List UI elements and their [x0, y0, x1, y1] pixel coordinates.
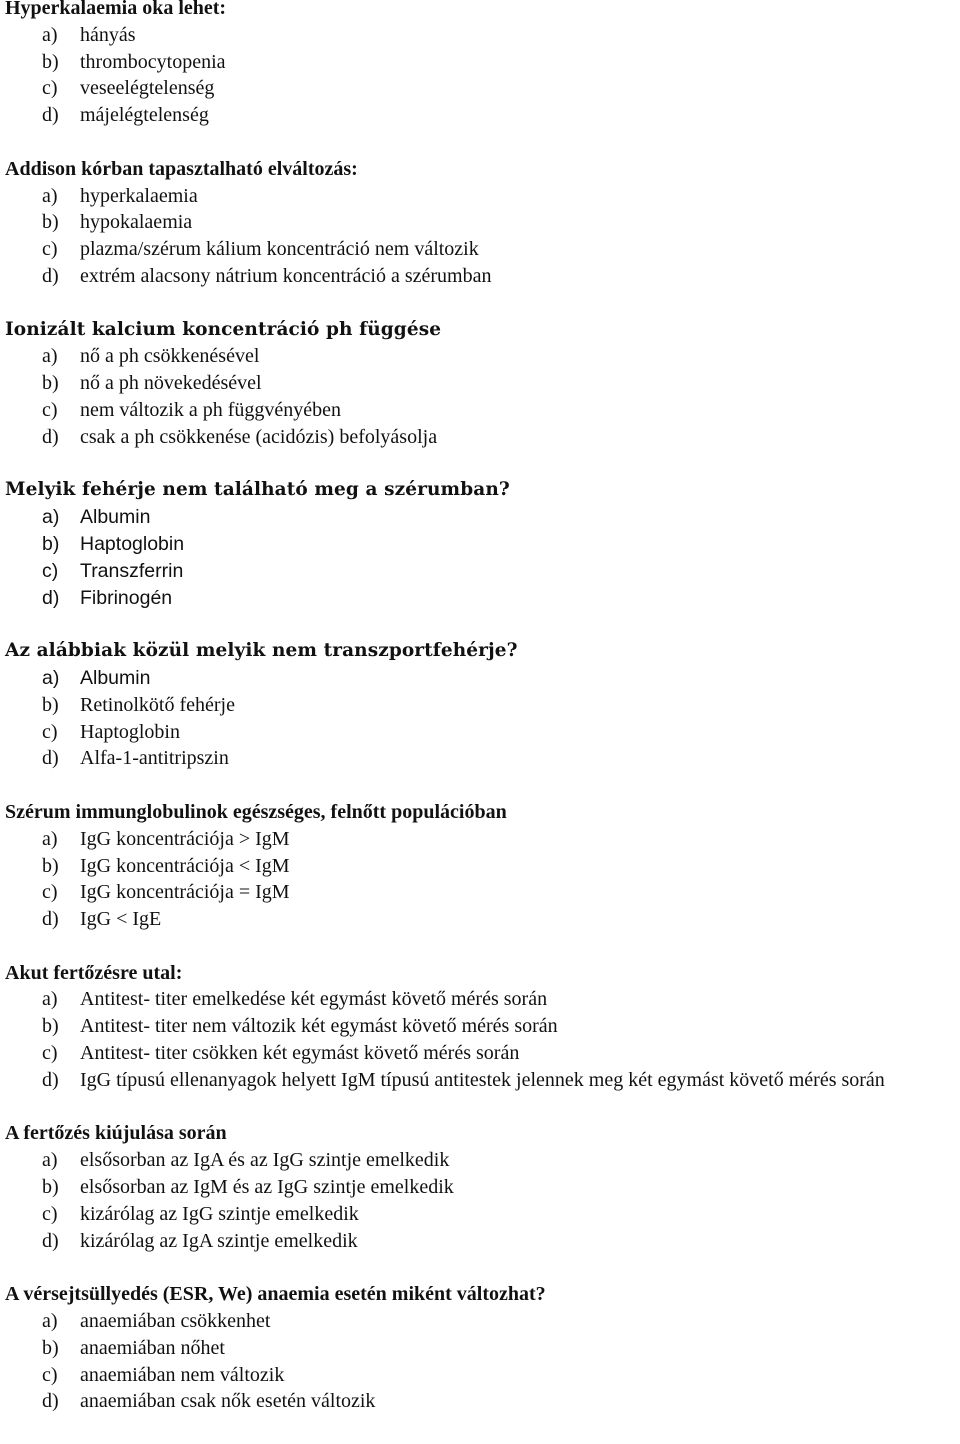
option-letter: c) — [42, 398, 58, 421]
option-a — [0, 22, 960, 49]
option-c — [0, 236, 960, 263]
option-letter: b) — [42, 1015, 59, 1038]
option-text: Albumin — [80, 666, 151, 689]
option-text: veseelégtelenség — [80, 77, 215, 100]
option-letter: d) — [42, 908, 59, 931]
option-list — [0, 343, 960, 450]
option-d — [0, 906, 960, 933]
option-letter: a) — [42, 827, 58, 850]
option-text: kizárólag az IgA szintje emelkedik — [80, 1229, 358, 1252]
option-a — [0, 826, 960, 853]
option-text: Transzferrin — [80, 559, 184, 582]
question-8 — [0, 1120, 960, 1254]
option-b — [0, 370, 960, 397]
option-text: IgG koncentrációja > IgM — [80, 827, 290, 850]
option-b — [0, 692, 960, 719]
option-text: plazma/szérum kálium koncentráció nem változik — [80, 238, 479, 261]
option-list — [0, 1308, 960, 1415]
option-text: Fibrinogén — [80, 586, 173, 609]
option-letter: a) — [42, 184, 58, 207]
option-letter: d) — [42, 747, 59, 770]
option-letter: b) — [42, 854, 59, 877]
option-list — [0, 826, 960, 933]
question-3 — [0, 317, 960, 451]
option-text: Retinolkötő fehérje — [80, 693, 235, 716]
option-b — [0, 1335, 960, 1362]
option-letter: b) — [42, 372, 59, 395]
option-list — [0, 22, 960, 129]
option-a — [0, 343, 960, 370]
option-letter: d) — [42, 586, 60, 609]
question-2 — [0, 156, 960, 290]
option-c — [0, 558, 960, 585]
option-text: IgG koncentrációja < IgM — [80, 854, 290, 877]
question-title: Addison kórban tapasztalható elváltozás: — [5, 157, 358, 180]
option-letter: a) — [42, 988, 58, 1011]
option-letter: c) — [42, 720, 58, 743]
option-d — [0, 424, 960, 451]
option-letter: d) — [42, 264, 59, 287]
question-5 — [0, 638, 960, 772]
option-b — [0, 531, 960, 558]
option-c — [0, 719, 960, 746]
option-text: Antitest- titer csökken két egymást követő mérés során — [80, 1042, 520, 1065]
question-4 — [0, 477, 960, 611]
option-text: májelégtelenség — [80, 104, 209, 127]
option-list — [0, 504, 960, 611]
option-text: IgG < IgE — [80, 908, 162, 931]
option-c — [0, 879, 960, 906]
option-text: elsősorban az IgA és az IgG szintje emelkedik — [80, 1149, 450, 1172]
option-a — [0, 183, 960, 210]
option-a — [0, 504, 960, 531]
option-list — [0, 665, 960, 772]
question-title: Ionizált kalcium koncentráció ph függése — [5, 318, 442, 340]
question-title: Az alábbiak közül melyik nem transzportfehérje? — [5, 640, 518, 662]
option-list — [0, 986, 960, 1093]
option-text: Haptoglobin — [80, 532, 185, 555]
option-letter: d) — [42, 1068, 59, 1091]
option-c — [0, 397, 960, 424]
option-b — [0, 1013, 960, 1040]
option-letter: d) — [42, 1390, 59, 1413]
option-text: hyperkalaemia — [80, 184, 198, 207]
option-letter: b) — [42, 693, 59, 716]
option-c — [0, 1362, 960, 1389]
option-text: Alfa-1-antitripszin — [80, 747, 229, 770]
option-list — [0, 183, 960, 290]
option-letter: d) — [42, 104, 59, 127]
option-letter: b) — [42, 1336, 59, 1359]
option-text: Antitest- titer emelkedése két egymást követő mérés során — [80, 988, 548, 1011]
option-b — [0, 853, 960, 880]
option-text: kizárólag az IgG szintje emelkedik — [80, 1202, 359, 1225]
question-6 — [0, 799, 960, 933]
option-text: IgG koncentrációja = IgM — [80, 881, 290, 904]
option-list — [0, 1147, 960, 1254]
option-b — [0, 209, 960, 236]
option-text: Albumin — [80, 506, 151, 529]
option-letter: c) — [42, 238, 58, 261]
option-letter: b) — [42, 211, 59, 234]
option-d — [0, 745, 960, 772]
option-text: nem változik a ph függvényében — [80, 398, 342, 421]
option-b — [0, 1174, 960, 1201]
option-d — [0, 585, 960, 612]
question-title: Hyperkalaemia oka lehet: — [5, 0, 227, 19]
option-letter: a) — [42, 666, 60, 689]
question-title: Szérum immunglobulinok egészséges, felnőtt populációban — [5, 800, 507, 823]
option-text: thrombocytopenia — [80, 50, 226, 73]
option-letter: b) — [42, 1176, 59, 1199]
option-letter: c) — [42, 77, 58, 100]
question-title: A vérsejtsüllyedés (ESR, We) anaemia esetén miként változhat? — [5, 1283, 546, 1306]
option-letter: a) — [42, 23, 58, 46]
option-letter: d) — [42, 1229, 59, 1252]
option-text: IgG típusú ellenanyagok helyett IgM típusú antitestek jelennek meg két egymást követő mérés során — [80, 1068, 885, 1091]
option-letter: a) — [42, 345, 58, 368]
question-title: Akut fertőzésre utal: — [5, 961, 183, 984]
option-c — [0, 1201, 960, 1228]
option-text: Antitest- titer nem változik két egymást követő mérés során — [80, 1015, 558, 1038]
option-c — [0, 75, 960, 102]
option-b — [0, 49, 960, 76]
option-a — [0, 1147, 960, 1174]
option-text: anaemiában csökkenhet — [80, 1310, 271, 1333]
option-text: nő a ph csökkenésével — [80, 345, 260, 368]
option-text: hypokalaemia — [80, 211, 193, 234]
option-text: extrém alacsony nátrium koncentráció a szérumban — [80, 264, 492, 287]
option-a — [0, 986, 960, 1013]
option-a — [0, 665, 960, 692]
option-text: anaemiában nőhet — [80, 1336, 225, 1359]
option-d — [0, 263, 960, 290]
question-title: Melyik fehérje nem található meg a szérumban? — [5, 479, 510, 501]
option-letter: b) — [42, 50, 59, 73]
option-letter: a) — [42, 1310, 58, 1333]
option-letter: d) — [42, 425, 59, 448]
question-7 — [0, 960, 960, 1094]
option-text: nő a ph növekedésével — [80, 372, 262, 395]
option-d — [0, 102, 960, 129]
option-letter: c) — [42, 881, 58, 904]
option-text: anaemiában csak nők esetén változik — [80, 1390, 376, 1413]
option-d — [0, 1067, 960, 1094]
option-text: Haptoglobin — [80, 720, 180, 743]
question-title: A fertőzés kiújulása során — [5, 1122, 227, 1145]
option-letter: b) — [42, 532, 60, 555]
option-letter: c) — [42, 559, 59, 582]
option-d — [0, 1388, 960, 1415]
option-letter: a) — [42, 506, 60, 529]
option-a — [0, 1308, 960, 1335]
option-text: hányás — [80, 23, 136, 46]
option-d — [0, 1228, 960, 1255]
option-text: csak a ph csökkenése (acidózis) befolyásolja — [80, 425, 438, 448]
question-9 — [0, 1281, 960, 1415]
option-letter: c) — [42, 1202, 58, 1225]
option-letter: c) — [42, 1042, 58, 1065]
option-letter: c) — [42, 1363, 58, 1386]
option-text: anaemiában nem változik — [80, 1363, 285, 1386]
option-letter: a) — [42, 1149, 58, 1172]
option-text: elsősorban az IgM és az IgG szintje emelkedik — [80, 1176, 454, 1199]
question-1 — [0, 0, 960, 129]
option-c — [0, 1040, 960, 1067]
